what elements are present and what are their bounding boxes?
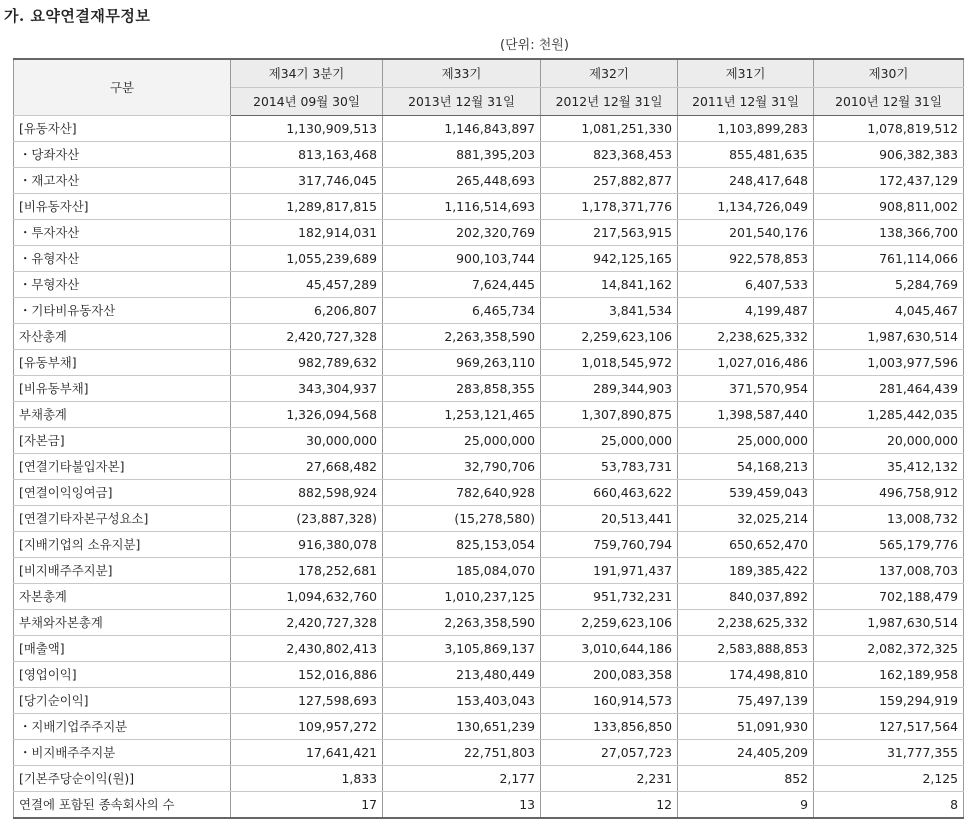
value-cell: 1,326,094,568 [231, 402, 383, 428]
value-cell: 1,003,977,596 [814, 350, 964, 376]
value-cell: 1,027,016,486 [678, 350, 814, 376]
value-cell: 4,045,467 [814, 298, 964, 324]
value-cell: 109,957,272 [231, 714, 383, 740]
value-cell: 813,163,468 [231, 142, 383, 168]
value-cell: 200,083,358 [541, 662, 678, 688]
value-cell: 281,464,439 [814, 376, 964, 402]
value-cell: 20,000,000 [814, 428, 964, 454]
value-cell: 2,420,727,328 [231, 610, 383, 636]
value-cell: 496,758,912 [814, 480, 964, 506]
value-cell: 27,057,723 [541, 740, 678, 766]
table-row [14, 142, 964, 168]
value-cell: 213,480,449 [383, 662, 541, 688]
value-cell: 942,125,165 [541, 246, 678, 272]
value-cell: 137,008,703 [814, 558, 964, 584]
table-row [14, 376, 964, 402]
value-cell: 2,583,888,853 [678, 636, 814, 662]
value-cell: 265,448,693 [383, 168, 541, 194]
value-cell: 32,025,214 [678, 506, 814, 532]
value-cell: 8 [814, 792, 964, 819]
row-label: [비지배주주지분] [14, 558, 231, 584]
value-cell: 969,263,110 [383, 350, 541, 376]
value-cell: 922,578,853 [678, 246, 814, 272]
value-cell: 25,000,000 [678, 428, 814, 454]
value-cell: 2,259,623,106 [541, 324, 678, 350]
value-cell: 133,856,850 [541, 714, 678, 740]
table-row [14, 584, 964, 610]
value-cell: 317,746,045 [231, 168, 383, 194]
value-cell: 1,987,630,514 [814, 610, 964, 636]
row-label: ・당좌자산 [14, 142, 231, 168]
value-cell: 825,153,054 [383, 532, 541, 558]
value-cell: 1,018,545,972 [541, 350, 678, 376]
row-label: ・유형자산 [14, 246, 231, 272]
value-cell: 14,841,162 [541, 272, 678, 298]
table-row [14, 324, 964, 350]
value-cell: 1,094,632,760 [231, 584, 383, 610]
value-cell: 2,125 [814, 766, 964, 792]
row-label: [연결이익잉여금] [14, 480, 231, 506]
period-name-header: 제31기 [678, 59, 814, 88]
value-cell: 881,395,203 [383, 142, 541, 168]
row-label: [유동자산] [14, 116, 231, 142]
value-cell: 982,789,632 [231, 350, 383, 376]
row-label: [연결기타불입자본] [14, 454, 231, 480]
table-row [14, 194, 964, 220]
value-cell: 2,259,623,106 [541, 610, 678, 636]
value-cell: 189,385,422 [678, 558, 814, 584]
value-cell: 1,987,630,514 [814, 324, 964, 350]
value-cell: 152,016,886 [231, 662, 383, 688]
value-cell: 1,253,121,465 [383, 402, 541, 428]
table-row [14, 558, 964, 584]
value-cell: 12 [541, 792, 678, 819]
value-cell: 539,459,043 [678, 480, 814, 506]
value-cell: 159,294,919 [814, 688, 964, 714]
value-cell: 13 [383, 792, 541, 819]
value-cell: 1,146,843,897 [383, 116, 541, 142]
table-row [14, 428, 964, 454]
value-cell: 3,010,644,186 [541, 636, 678, 662]
value-cell: 2,263,358,590 [383, 610, 541, 636]
value-cell: 1,833 [231, 766, 383, 792]
table-body [14, 116, 964, 819]
value-cell: 882,598,924 [231, 480, 383, 506]
value-cell: 2,420,727,328 [231, 324, 383, 350]
table-row [14, 766, 964, 792]
value-cell: 35,412,132 [814, 454, 964, 480]
value-cell: 1,134,726,049 [678, 194, 814, 220]
value-cell: 172,437,129 [814, 168, 964, 194]
value-cell: 1,289,817,815 [231, 194, 383, 220]
value-cell: 160,914,573 [541, 688, 678, 714]
table-row [14, 506, 964, 532]
value-cell: 153,403,043 [383, 688, 541, 714]
value-cell: 17 [231, 792, 383, 819]
item-column-header: 구분 [14, 59, 231, 116]
value-cell: 1,010,237,125 [383, 584, 541, 610]
value-cell: 191,971,437 [541, 558, 678, 584]
value-cell: 174,498,810 [678, 662, 814, 688]
value-cell: 202,320,769 [383, 220, 541, 246]
value-cell: 371,570,954 [678, 376, 814, 402]
value-cell: 840,037,892 [678, 584, 814, 610]
period-date-header: 2011년 12월 31일 [678, 88, 814, 116]
value-cell: 289,344,903 [541, 376, 678, 402]
row-label: [비유동자산] [14, 194, 231, 220]
value-cell: 51,091,930 [678, 714, 814, 740]
value-cell: (23,887,328) [231, 506, 383, 532]
value-cell: 6,407,533 [678, 272, 814, 298]
value-cell: 138,366,700 [814, 220, 964, 246]
table-row [14, 792, 964, 819]
table-row [14, 246, 964, 272]
value-cell: 30,000,000 [231, 428, 383, 454]
row-label: ・재고자산 [14, 168, 231, 194]
value-cell: 2,231 [541, 766, 678, 792]
table-row [14, 116, 964, 142]
table-row [14, 532, 964, 558]
value-cell: 162,189,958 [814, 662, 964, 688]
value-cell: 1,307,890,875 [541, 402, 678, 428]
value-cell: (15,278,580) [383, 506, 541, 532]
period-name-header: 제30기 [814, 59, 964, 88]
value-cell: 1,081,251,330 [541, 116, 678, 142]
table-row [14, 168, 964, 194]
value-cell: 3,841,534 [541, 298, 678, 324]
value-cell: 178,252,681 [231, 558, 383, 584]
section-heading: 가. 요약연결재무정보 [4, 7, 151, 25]
period-date-header: 2014년 09월 30일 [231, 88, 383, 116]
table-row [14, 480, 964, 506]
value-cell: 343,304,937 [231, 376, 383, 402]
row-label: ・비지배주주지분 [14, 740, 231, 766]
value-cell: 1,055,239,689 [231, 246, 383, 272]
value-cell: 2,263,358,590 [383, 324, 541, 350]
value-cell: 5,284,769 [814, 272, 964, 298]
table-row [14, 662, 964, 688]
value-cell: 248,417,648 [678, 168, 814, 194]
period-name-header: 제34기 3분기 [231, 59, 383, 88]
value-cell: 852 [678, 766, 814, 792]
table-row [14, 636, 964, 662]
value-cell: 185,084,070 [383, 558, 541, 584]
table-row [14, 298, 964, 324]
value-cell: 127,598,693 [231, 688, 383, 714]
value-cell: 2,177 [383, 766, 541, 792]
value-cell: 127,517,564 [814, 714, 964, 740]
value-cell: 9 [678, 792, 814, 819]
value-cell: 53,783,731 [541, 454, 678, 480]
value-cell: 2,238,625,332 [678, 610, 814, 636]
value-cell: 900,103,744 [383, 246, 541, 272]
value-cell: 17,641,421 [231, 740, 383, 766]
table-row [14, 688, 964, 714]
value-cell: 3,105,869,137 [383, 636, 541, 662]
row-label: ・기타비유동자산 [14, 298, 231, 324]
row-label: [비유동부채] [14, 376, 231, 402]
value-cell: 6,465,734 [383, 298, 541, 324]
row-label: 부채와자본총계 [14, 610, 231, 636]
value-cell: 25,000,000 [541, 428, 678, 454]
value-cell: 2,238,625,332 [678, 324, 814, 350]
table-row [14, 610, 964, 636]
row-label: [기본주당순이익(원)] [14, 766, 231, 792]
value-cell: 660,463,622 [541, 480, 678, 506]
value-cell: 855,481,635 [678, 142, 814, 168]
table-row [14, 272, 964, 298]
row-label: 자산총계 [14, 324, 231, 350]
row-label: [연결기타자본구성요소] [14, 506, 231, 532]
row-label: [유동부채] [14, 350, 231, 376]
value-cell: 6,206,807 [231, 298, 383, 324]
row-label: ・투자자산 [14, 220, 231, 246]
value-cell: 761,114,066 [814, 246, 964, 272]
value-cell: 45,457,289 [231, 272, 383, 298]
value-cell: 130,651,239 [383, 714, 541, 740]
row-label: [영업이익] [14, 662, 231, 688]
row-label: [당기순이익] [14, 688, 231, 714]
table-row [14, 714, 964, 740]
value-cell: 75,497,139 [678, 688, 814, 714]
financial-summary-table [13, 58, 964, 819]
table-row [14, 454, 964, 480]
value-cell: 2,430,802,413 [231, 636, 383, 662]
period-date-header: 2010년 12월 31일 [814, 88, 964, 116]
period-date-header: 2012년 12월 31일 [541, 88, 678, 116]
value-cell: 32,790,706 [383, 454, 541, 480]
row-label: 연결에 포함된 종속회사의 수 [14, 792, 231, 819]
row-label: [지배기업의 소유지분] [14, 532, 231, 558]
table-row [14, 402, 964, 428]
value-cell: 54,168,213 [678, 454, 814, 480]
table-row [14, 220, 964, 246]
value-cell: 4,199,487 [678, 298, 814, 324]
table-row [14, 350, 964, 376]
value-cell: 782,640,928 [383, 480, 541, 506]
value-cell: 1,130,909,513 [231, 116, 383, 142]
value-cell: 22,751,803 [383, 740, 541, 766]
value-cell: 1,116,514,693 [383, 194, 541, 220]
value-cell: 650,652,470 [678, 532, 814, 558]
value-cell: 31,777,355 [814, 740, 964, 766]
value-cell: 257,882,877 [541, 168, 678, 194]
value-cell: 27,668,482 [231, 454, 383, 480]
value-cell: 906,382,383 [814, 142, 964, 168]
value-cell: 916,380,078 [231, 532, 383, 558]
row-label: 자본총계 [14, 584, 231, 610]
value-cell: 951,732,231 [541, 584, 678, 610]
value-cell: 1,398,587,440 [678, 402, 814, 428]
value-cell: 2,082,372,325 [814, 636, 964, 662]
header-row-period-names [14, 59, 964, 88]
value-cell: 565,179,776 [814, 532, 964, 558]
value-cell: 283,858,355 [383, 376, 541, 402]
value-cell: 702,188,479 [814, 584, 964, 610]
row-label: [자본금] [14, 428, 231, 454]
value-cell: 759,760,794 [541, 532, 678, 558]
value-cell: 7,624,445 [383, 272, 541, 298]
row-label: ・지배기업주주지분 [14, 714, 231, 740]
value-cell: 182,914,031 [231, 220, 383, 246]
row-label: [매출액] [14, 636, 231, 662]
value-cell: 201,540,176 [678, 220, 814, 246]
table-row [14, 740, 964, 766]
value-cell: 13,008,732 [814, 506, 964, 532]
row-label: 부채총계 [14, 402, 231, 428]
value-cell: 823,368,453 [541, 142, 678, 168]
value-cell: 908,811,002 [814, 194, 964, 220]
period-date-header: 2013년 12월 31일 [383, 88, 541, 116]
value-cell: 1,078,819,512 [814, 116, 964, 142]
period-name-header: 제33기 [383, 59, 541, 88]
value-cell: 24,405,209 [678, 740, 814, 766]
value-cell: 25,000,000 [383, 428, 541, 454]
period-name-header: 제32기 [541, 59, 678, 88]
value-cell: 217,563,915 [541, 220, 678, 246]
value-cell: 1,103,899,283 [678, 116, 814, 142]
value-cell: 20,513,441 [541, 506, 678, 532]
unit-note: (단위: 천원) [500, 38, 569, 53]
value-cell: 1,285,442,035 [814, 402, 964, 428]
value-cell: 1,178,371,776 [541, 194, 678, 220]
row-label: ・무형자산 [14, 272, 231, 298]
